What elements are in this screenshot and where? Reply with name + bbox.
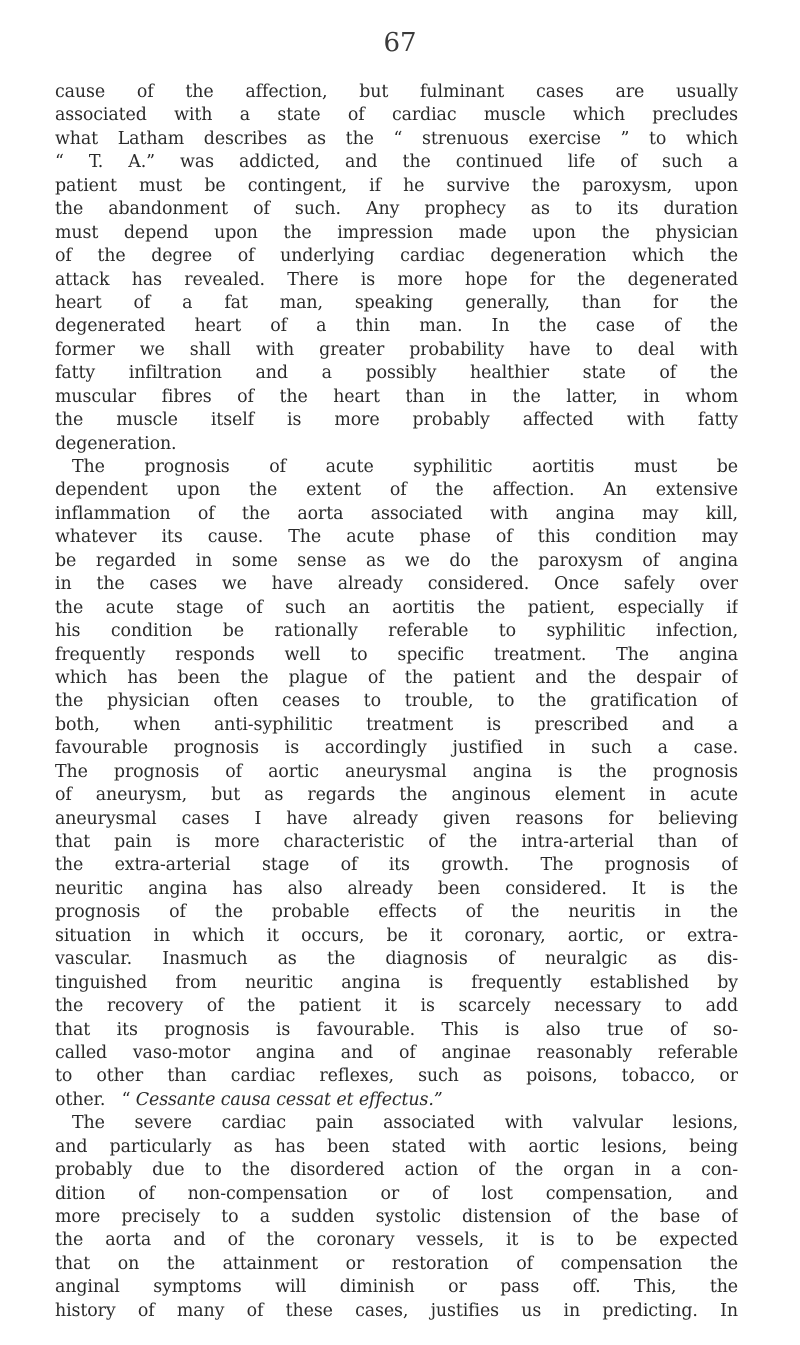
text-line: former we shall with greater probability have to deal with [55,339,738,360]
text-line: to other than cardiac reflexes, such as poisons, tobacco, or [55,1066,738,1087]
latin-quotation: Cessante causa cessat et effectus.” [135,1089,443,1110]
text-line: “ T. A.” was addicted, and the continued life of such a [55,152,738,173]
body-text [55,81,738,1323]
text-line-paragraph-start: The prognosis of acute syphilitic aortitis must be [72,457,738,477]
text-line: favourable prognosis is accordingly justified in such a case. [55,738,738,759]
text-line: anginal symptoms will diminish or pass off. This, the [55,1277,738,1298]
text-line-quote: other. “ Cessante causa cessat et effectus.” [55,1089,443,1110]
text-line: the recovery of the patient it is scarcely necessary to add [55,996,738,1017]
text-line: probably due to the disordered action of the organ in a con- [55,1160,738,1181]
text-line: the muscle itself is more probably affected with fatty [55,410,738,431]
text-line: more precisely to a sudden systolic distension of the base of [55,1207,738,1227]
text-line: attack has revealed. There is more hope for the degenerated [55,269,738,290]
text-line: The prognosis of aortic aneurysmal angina is the prognosis [55,761,738,782]
text-line: prognosis of the probable effects of the neuritis in the [55,902,738,923]
text-line: neuritic angina has also already been considered. It is the [55,878,738,899]
text-line: associated with a state of cardiac muscle which precludes [55,105,738,126]
text-line: that pain is more characteristic of the intra-arterial than of [55,832,738,852]
text-line: cause of the affection, but fulminant cases are usually [55,82,738,102]
text-line: tinguished from neuritic angina is frequently established by [55,972,738,993]
text-line: that on the attainment or restoration of compensation the [55,1253,738,1274]
text-line: the acute stage of such an aortitis the patient, especially if [55,597,738,618]
text-line: the extra-arterial stage of its growth. The prognosis of [55,855,738,876]
text-line: be regarded in some sense as we do the paroxysm of angina [55,550,738,571]
text-line: whatever its cause. The acute phase of this condition may [55,527,738,548]
text-line: of aneurysm, but as regards the anginous element in acute [55,785,738,806]
text-line: of the degree of underlying cardiac degeneration which the [55,246,738,267]
text-line: history of many of these cases, justifies us in predicting. In [55,1300,738,1321]
text-line: heart of a fat man, speaking generally, than for the [55,292,738,313]
text-line: patient must be contingent, if he survive the paroxysm, upon [55,175,738,196]
text-line: the aorta and of the coronary vessels, it is to be expected [55,1230,738,1251]
text-line: the physician often ceases to trouble, to the gratification of [55,691,738,712]
text-line: both, when anti-syphilitic treatment is prescribed and a [55,714,738,735]
text-line: vascular. Inasmuch as the diagnosis of neuralgic as dis- [55,949,738,970]
text-line: what Latham describes as the “ strenuous exercise ” to which [55,128,738,149]
text-line: the abandonment of such. Any prophecy as to its duration [55,199,738,220]
text-line-paragraph-start: The severe cardiac pain associated with valvular lesions, [72,1113,738,1134]
text-line: inflammation of the aorta associated with angina may kill, [55,503,738,524]
text-line: situation in which it occurs, be it coronary, aortic, or extra- [55,925,738,946]
page-number: 67 [383,28,417,58]
text-line: aneurysmal cases I have already given reasons for believing [55,808,738,829]
text-line: dition of non-compensation or of lost compensation, and [55,1183,738,1204]
text-line: must depend upon the impression made upon the physician [55,222,738,243]
text-line: dependent upon the extent of the affection. An extensive [55,480,738,501]
text-line: muscular fibres of the heart than in the latter, in whom [55,386,738,407]
text-line: frequently responds well to specific treatment. The angina [55,644,738,665]
text-line: that its prognosis is favourable. This is also true of so- [55,1019,738,1040]
text-line: degenerated heart of a thin man. In the case of the [55,316,738,337]
text-line: in the cases we have already considered. Once safely over [55,574,738,595]
text-line: and particularly as has been stated with aortic lesions, being [55,1136,738,1157]
text-line: which has been the plague of the patient and the despair of [55,667,738,688]
text-line: fatty infiltration and a possibly healthier state of the [55,363,738,384]
text-line: his condition be rationally referable to syphilitic infection, [55,621,738,642]
text-line: called vaso-motor angina and of anginae reasonably referable [55,1042,738,1063]
text-line-paragraph-end: degeneration. [55,433,177,454]
text-line-fragment: other. [55,1089,106,1110]
